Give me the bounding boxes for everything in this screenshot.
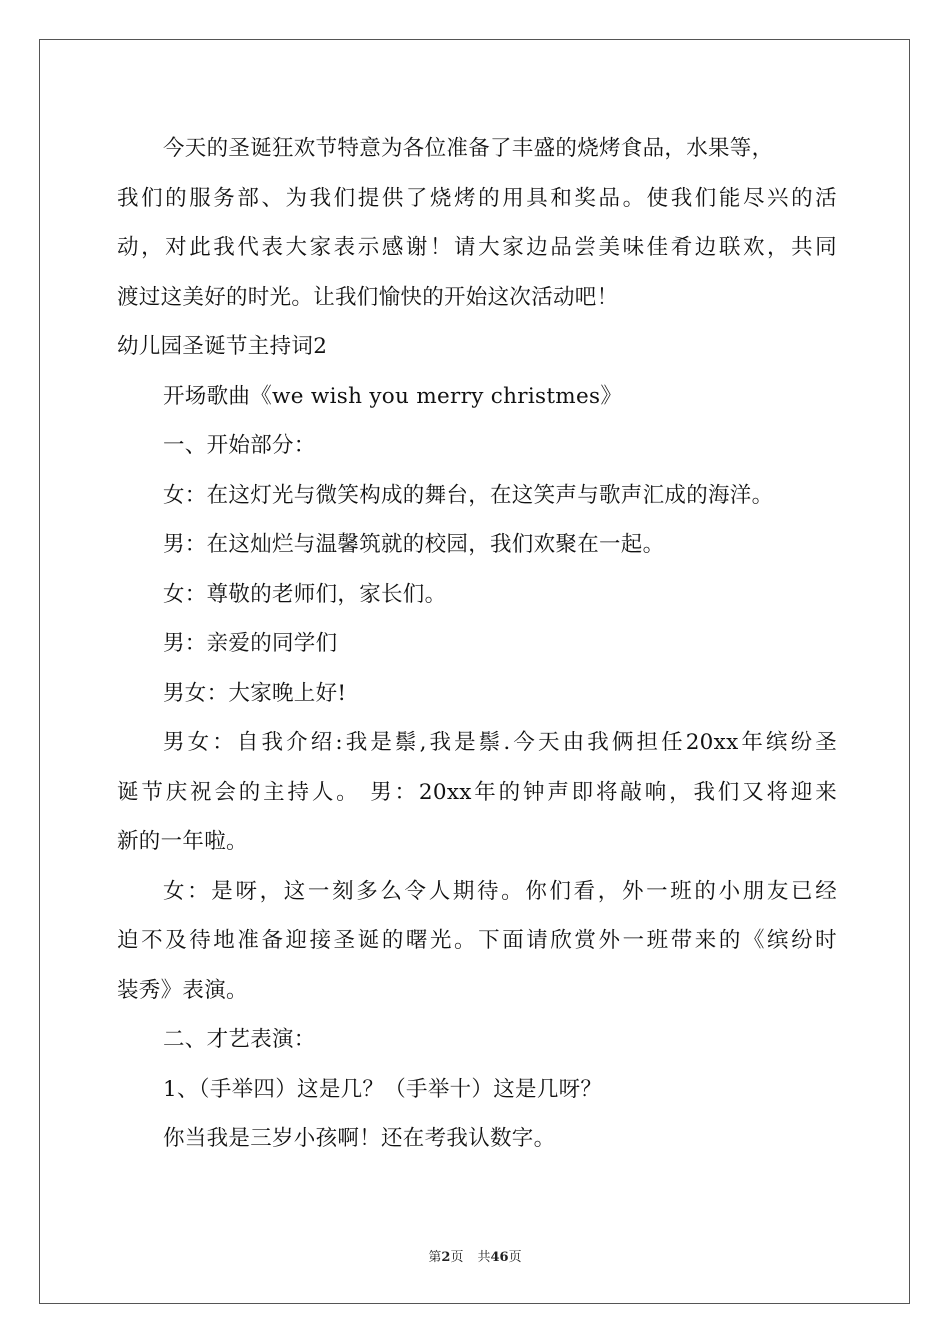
paragraph-line: 男：在这灿烂与温馨筑就的校园，我们欢聚在一起。: [163, 532, 665, 557]
paragraph-line: 装秀》表演。: [117, 977, 248, 1003]
paragraph-line: 开场歌曲《we wish you merry christmes》: [163, 383, 623, 409]
paragraph-line: 一、开始部分：: [163, 433, 316, 458]
section-heading: 幼儿园圣诞节主持词2: [117, 334, 328, 359]
paragraph-line: 女：是呀，这一刻多么令人期待。你们看，外一班的小朋友已经: [163, 878, 837, 904]
paragraph-line: 你当我是三岁小孩啊！还在考我认数字。: [163, 1126, 556, 1151]
paragraph-line: 新的一年啦。: [117, 829, 248, 854]
paragraph-line: 1、（手举四）这是几？（手举十）这是几呀？: [163, 1076, 603, 1102]
footer-page-number: 2: [441, 1250, 451, 1265]
paragraph-line: 今天的圣诞狂欢节特意为各位准备了丰盛的烧烤食品，水果等，: [163, 136, 774, 161]
paragraph-line: 迫不及待地准备迎接圣诞的曙光。下面请欣赏外一班带来的《缤纷时: [117, 928, 837, 953]
footer-total-prefix: 共: [477, 1250, 491, 1265]
footer-prefix: 第: [428, 1250, 442, 1265]
paragraph-line: 诞节庆祝会的主持人。 男：20xx年的钟声即将敲响，我们又将迎来: [117, 779, 837, 805]
paragraph-line: 女：尊敬的老师们，家长们。: [163, 581, 447, 607]
paragraph-line: 男女：自我介绍:我是鬃,我是鬃.今天由我俩担任20xx年缤纷圣: [163, 730, 837, 755]
page-footer: [0, 1246, 950, 1265]
paragraph-line: 动，对此我代表大家表示感谢！请大家边品尝美味佳肴边联欢，共同: [117, 235, 837, 260]
footer-page-unit: 页: [450, 1250, 464, 1265]
paragraph-line: 男：亲爱的同学们: [163, 631, 338, 656]
paragraph-line: 女：在这灯光与微笑构成的舞台，在这笑声与歌声汇成的海洋。: [163, 482, 774, 508]
paragraph-line: 二、才艺表演：: [163, 1027, 316, 1052]
footer-total-unit: 页: [508, 1250, 522, 1265]
paragraph-line: 渡过这美好的时光。让我们愉快的开始这次活动吧！: [117, 284, 619, 310]
document-body: [117, 124, 837, 1164]
paragraph-line: 我们的服务部、为我们提供了烧烤的用具和奖品。使我们能尽兴的活: [117, 185, 837, 211]
footer-total-pages: 46: [490, 1250, 509, 1265]
paragraph-line: 男女：大家晚上好!: [163, 680, 347, 706]
